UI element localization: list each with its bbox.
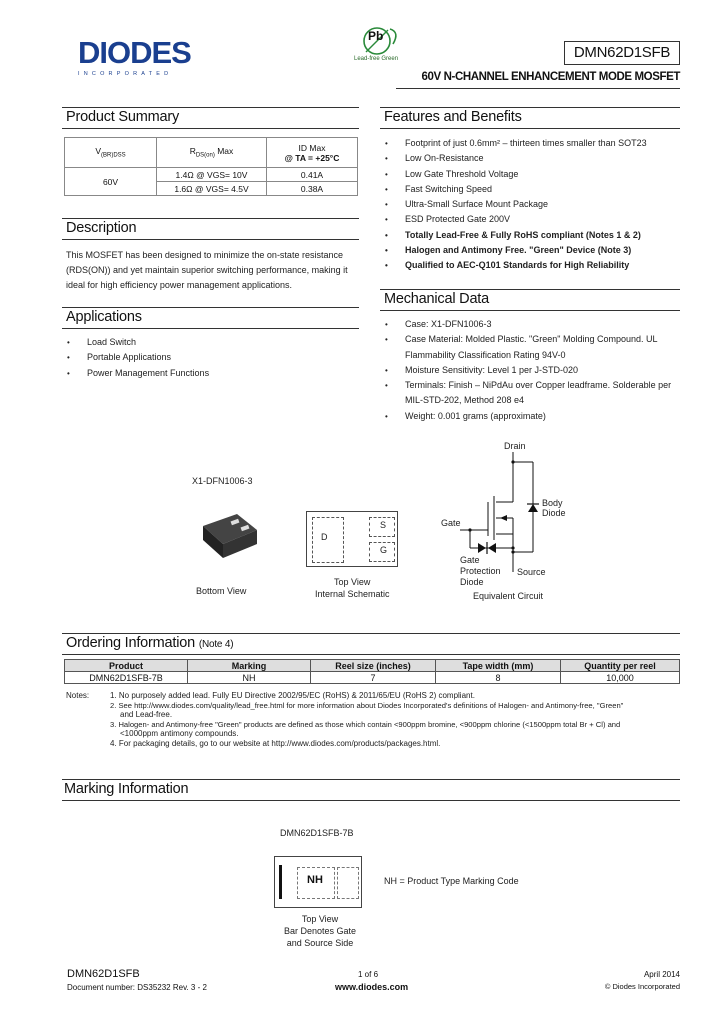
applications-title: Applications	[66, 309, 142, 325]
description-line: ideal for high efficiency power management applications.	[66, 280, 292, 290]
table-cell: 8	[436, 672, 561, 684]
list-item: • Totally Lead-Free & Fully RoHS compliant (Notes 1 & 2)	[385, 228, 680, 243]
part-number-box	[564, 41, 680, 65]
footer-page: 1 of 6	[358, 970, 379, 979]
product-summary-table	[64, 137, 358, 196]
table-cell: DMN62D1SFB-7B	[65, 672, 188, 684]
package-3d-drawing	[195, 508, 265, 563]
footer-date: April 2014	[643, 970, 680, 979]
list-item: • Load Switch	[67, 335, 357, 350]
part-number: DMN62D1SFB	[573, 44, 671, 61]
table-cell: 10,000	[561, 672, 680, 684]
gpd-line: Gate	[460, 555, 480, 565]
body-diode-label	[542, 498, 566, 518]
list-item: • Ultra-Small Surface Mount Package	[385, 197, 680, 212]
list-item: • Case Material: Molded Plastic. "Green" Molding Compound. UL Flammability Classification Rating 94V-0	[385, 332, 675, 363]
list-item: • Case: X1-DFN1006-3	[385, 317, 675, 332]
col-id-line1: ID Max	[298, 142, 326, 153]
lead-free-badge	[354, 26, 406, 66]
footer-copyright: © Diodes Incorporated	[604, 982, 680, 991]
note-line: 1. No purposely added lead. Fully EU Directive 2002/95/EC (RoHS) & 2011/65/EU (RoHS 2) compliant.	[110, 691, 475, 700]
table-header: Quantity per reel	[561, 660, 680, 672]
marking-caption-line: and Source Side	[286, 938, 354, 948]
marking-title: Marking Information	[64, 781, 189, 797]
list-item: • Moisture Sensitivity: Level 1 per J-STD-020	[385, 363, 675, 378]
top-view-caption: Top View	[334, 577, 371, 587]
table-header: Reel size (inches)	[311, 660, 436, 672]
rds-value: 1.4Ω @ VGS= 10V	[157, 168, 267, 182]
internal-schematic-caption: Internal Schematic	[315, 589, 390, 599]
mechanical-title: Mechanical Data	[384, 291, 489, 307]
gate-source-bar	[279, 865, 282, 899]
ordering-note-ref: (Note 4)	[198, 639, 234, 650]
gpd-line: Diode	[460, 577, 484, 587]
table-cell: NH	[188, 672, 311, 684]
body-diode-line: Body	[542, 498, 563, 508]
pb-text: Pb	[368, 29, 384, 43]
pin-d-label: D	[321, 532, 328, 542]
circuit-drain-label: Drain	[504, 441, 526, 451]
footer-part: DMN62D1SFB	[67, 968, 140, 980]
document-subtitle: 60V N-CHANNEL ENHANCEMENT MODE MOSFET	[421, 71, 680, 83]
table-cell: 7	[311, 672, 436, 684]
ordering-table	[64, 659, 680, 684]
marking-caption	[270, 913, 370, 949]
logo-subtext: INCORPORATED	[78, 71, 173, 77]
list-item: • Power Management Functions	[67, 366, 357, 381]
list-item: • Qualified to AEC-Q101 Standards for High Reliability	[385, 258, 680, 273]
list-item: • Low Gate Threshold Voltage	[385, 167, 680, 182]
pin-s-label: S	[380, 520, 387, 530]
body-diode-line: Diode	[542, 508, 566, 518]
header-rule	[396, 88, 680, 89]
marking-caption-line: Top View	[301, 914, 339, 924]
list-item: • Portable Applications	[67, 350, 357, 365]
mechanical-list	[385, 317, 675, 424]
ordering-title	[66, 635, 233, 651]
marking-part-label: DMN62D1SFB-7B	[280, 828, 354, 838]
gate-protection-diode-label	[460, 555, 501, 588]
ordering-title-text: Ordering Information	[66, 635, 195, 651]
features-title: Features and Benefits	[384, 109, 522, 125]
circuit-gate-label: Gate	[441, 518, 461, 528]
circuit-source-label: Source	[517, 567, 546, 577]
col-rds: $R_{DS(on)}$ Max	[157, 138, 267, 168]
notes-list	[110, 691, 680, 749]
package-label: X1-DFN1006-3	[192, 476, 253, 486]
note-line: 4. For packaging details, go to our website at http://www.diodes.com/products/packages.html.	[110, 738, 441, 748]
logo-text: DIODES	[78, 35, 191, 70]
applications-list	[67, 335, 357, 381]
rds-value: 1.6Ω @ VGS= 4.5V	[157, 182, 267, 196]
pin-g-label: G	[380, 545, 388, 555]
vbr-value: 60V	[65, 168, 157, 196]
gpd-line: Protection	[460, 566, 501, 576]
col-vbr: $V_{(BR)DSS}$	[65, 138, 157, 168]
footer-website-link[interactable]: www.diodes.com	[335, 982, 409, 992]
description-title: Description	[66, 220, 137, 236]
marking-caption-line: Bar Denotes Gate	[283, 926, 357, 936]
list-item: • ESD Protected Gate 200V	[385, 212, 680, 227]
features-list	[385, 136, 680, 274]
circuit-caption: Equivalent Circuit	[473, 591, 544, 601]
note-line: 3. Halogen- and Antimony-free "Green" products are defined as those which contain <900ppm bromine, <900ppm chlorine (<1500ppm total Br + Cl) and	[110, 719, 621, 729]
description-line: (RDS(ON)) and yet maintain superior switching performance, making it	[66, 265, 348, 275]
description-line: This MOSFET has been designed to minimize the on-state resistance	[66, 250, 343, 260]
company-logo	[78, 35, 206, 80]
bottom-view-caption: Bottom View	[196, 586, 247, 596]
footer-doc-number: Document number: DS35232 Rev. 3 - 2	[67, 983, 207, 992]
table-header: Tape width (mm)	[436, 660, 561, 672]
id-value: 0.41A	[267, 168, 358, 182]
description-text	[66, 248, 362, 293]
list-item: • Weight: 0.001 grams (approximate)	[385, 409, 675, 424]
id-value: 0.38A	[267, 182, 358, 196]
list-item: • Halogen and Antimony Free. "Green" Device (Note 3)	[385, 243, 680, 258]
list-item: • Low On-Resistance	[385, 151, 680, 166]
table-header: Product	[65, 660, 188, 672]
note-line: <1000ppm antimony compounds.	[120, 729, 239, 739]
col-id-line2: @ TA = +25°C	[284, 152, 340, 163]
top-view-outline	[306, 511, 398, 567]
marking-code: NH	[307, 874, 323, 886]
list-item: • Terminals: Finish – NiPdAu over Copper leadframe. Solderable per MIL-STD-202, Method 208 e4	[385, 378, 675, 409]
list-item: • Footprint of just 0.6mm² – thirteen times smaller than SOT23	[385, 136, 680, 151]
notes-label: Notes:	[66, 691, 90, 700]
badge-caption: Lead-free Green	[354, 56, 399, 62]
col-id	[267, 138, 358, 168]
marking-outline	[274, 856, 362, 908]
marking-code-description: NH = Product Type Marking Code	[384, 876, 519, 886]
note-line: and Lead-free.	[120, 710, 173, 720]
product-summary-title: Product Summary	[66, 109, 180, 125]
note-line: 2. See http://www.diodes.com/quality/lead_free.html for more information about Diodes Incorporated's definitions of Halogen- and Antimony-free, "Green"	[110, 700, 624, 710]
table-header: Marking	[188, 660, 311, 672]
table-row	[65, 672, 680, 684]
list-item: • Fast Switching Speed	[385, 182, 680, 197]
